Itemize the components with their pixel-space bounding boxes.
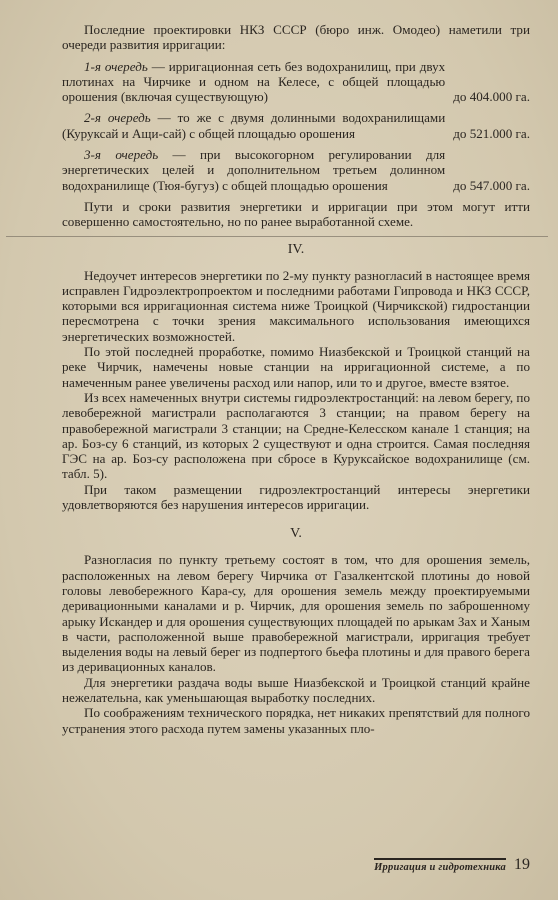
section5-paragraph-1: Разногласия по пункту третьему состоят в том, что для орошения земель, расположенных на левом берегу Чирчика от Газалкентской плотины до новой головы левобережного Кара-су, для орошения земель между проектируемыми деривационными каналами и р. Чирчик, для орошения земель по заброшенному арыку Искандер и для орошения существующих площадей по арыкам Зах и Ханым в части, расположенной выше правобережной магистрали, ирригация требует выделения воды на левый берег из подпертого бьефа плотины и для правого берега из деривационных каналов. [62,552,530,675]
running-title: Ирригация и гидротехника [374,858,506,873]
section4-paragraph-4: При таком размещении гидроэлектростанций интересы энергетики удовлетворяются без нарушения интересов ирригации. [62,481,530,513]
stage-3 [62,147,530,193]
section4-paragraph-3: Из всех намеченных внутри системы гидроэлектростанций: на левом берегу, по левобережной магистрали располагаются 3 станции; на правом берегу на правобережной магистрали 3 станции; на Средне-Келесском канале 1 станция; на ар. Боз-су 6 станций, из которых 2 существуют и одна строится. Самая последняя ГЭС на ар. Боз-су расположена при сбросе в Куруксайское водохранилище (см. табл. 5). [62,389,530,482]
section-divider [6,236,548,237]
section-heading-5: V. [290,526,302,542]
stage-1-amount: до 404.000 га. [453,89,530,105]
stage-2-label: 2-я очередь [84,110,151,126]
stage-3-text: 3-я очередь — при высокогорном регулировании для энергетических целей и дополнительном третьем долинном водохранилище (Тюя-бугуз) с общей площадью орошения [62,147,446,193]
section5-paragraph-3: По соображениям технического порядка, нет никаких препятствий для полного устранения этого расхода путем замены указанных пло- [62,705,530,736]
stage-2 [62,110,530,141]
page-number: 19 [514,856,530,873]
stage-1-label: 1-я очередь [84,58,148,74]
stage-3-label: 3-я очередь [84,147,159,163]
section4-paragraph-2: По этой последней проработке, помимо Ниазбекской и Троицкой станций на реке Чирчик, намечены новые станции на ирригационной системе, а по намеченным ранее увеличены расход или напор, или то и другое, вместе взятое. [62,344,530,390]
section4-paragraph-1: Недоучет интересов энергетики по 2-му пункту разногласий в настоящее время исправлен Гидроэлектропроектом и последними работами Гипровода и НКЗ СССР, которыми вся ирригационная система ниже Троицкой (Чирчикской) гидростанции пересмотрена с точки зрения максимального использования имеющихся энергетических возможностей. [62,267,530,344]
paths-paragraph: Пути и сроки развития энергетики и ирригации при этом могут итти совершенно самостоятельно, но по ранее выработанной схеме. [62,198,530,230]
intro-paragraph: Последние проектировки НКЗ СССР (бюро инж. Омодео) наметили три очереди развития ирригации: [62,22,530,53]
section5-paragraph-2: Для энергетики раздача воды выше Ниазбекской и Троицкой станций крайне нежелательна, как уменьшающая выработку последних. [62,674,530,705]
section-heading-4: IV. [287,241,305,257]
stage-3-amount: до 547.000 га. [453,177,530,193]
page-footer [374,856,530,874]
stage-1 [62,59,530,105]
stage-1-text: 1-я очередь — ирригационная сеть без водохранилищ, при двух плотинах на Чирчике и одном на Келесе, с общей площадью орошения (включая существующую) [62,58,446,105]
stage-2-amount: до 521.000 га. [453,125,530,141]
stage-2-text: 2-я очередь — то же с двумя долинными водохранилищами (Куруксай и Ащи-сай) с общей площадью орошения [62,110,446,141]
